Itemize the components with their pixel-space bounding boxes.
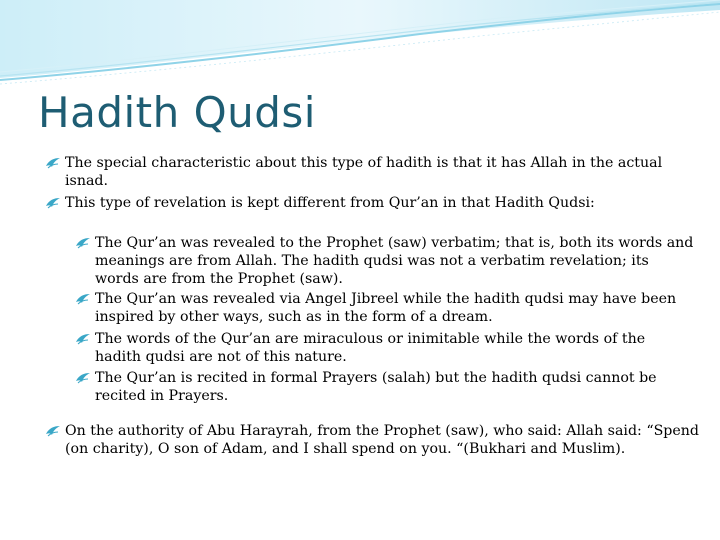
bullet-text: The special characteristic about this type of hadith is that it has Allah in the actual isnad. <box>65 155 663 189</box>
wing-bullet-icon <box>75 331 91 347</box>
sub-bullet-item <box>95 290 695 326</box>
sub-bullet-item <box>95 330 695 366</box>
wing-bullet-icon <box>75 370 91 386</box>
sub-bullet-text: The Qur’an was revealed to the Prophet (saw) verbatim; that is, both its words and meanings are from Allah. The hadith qudsi was not a verbatim revelation; its words are from the Prophet (saw). <box>95 235 694 287</box>
sub-bullet-text: The Qur’an is recited in formal Prayers (salah) but the hadith qudsi cannot be recited in Prayers. <box>95 370 657 404</box>
header-wave-decoration <box>0 0 720 90</box>
sub-bullet-text: The words of the Qur’an are miraculous or inimitable while the words of the hadith qudsi are not of this nature. <box>95 331 646 365</box>
bullet-item <box>65 422 705 458</box>
slide-title: Hadith Qudsi <box>38 88 316 137</box>
wing-bullet-icon <box>75 235 91 251</box>
sub-bullet-text: The Qur’an was revealed via Angel Jibreel while the hadith qudsi may have been inspired by other ways, such as in the form of a dream. <box>95 291 677 325</box>
bullet-text: On the authority of Abu Harayrah, from the Prophet (saw), who said: Allah said: “Spend (on charity), O son of Adam, and I shall spend on you. “(Bukhari and Muslim). <box>65 423 699 457</box>
bullet-item <box>65 194 705 212</box>
sub-bullet-item <box>95 369 695 405</box>
bullet-text: This type of revelation is kept different from Qur’an in that Hadith Qudsi: <box>65 195 595 211</box>
bullet-item <box>65 154 705 190</box>
wing-bullet-icon <box>45 423 61 439</box>
sub-bullet-item <box>95 234 695 288</box>
wing-bullet-icon <box>45 155 61 171</box>
wing-bullet-icon <box>45 195 61 211</box>
wing-bullet-icon <box>75 291 91 307</box>
